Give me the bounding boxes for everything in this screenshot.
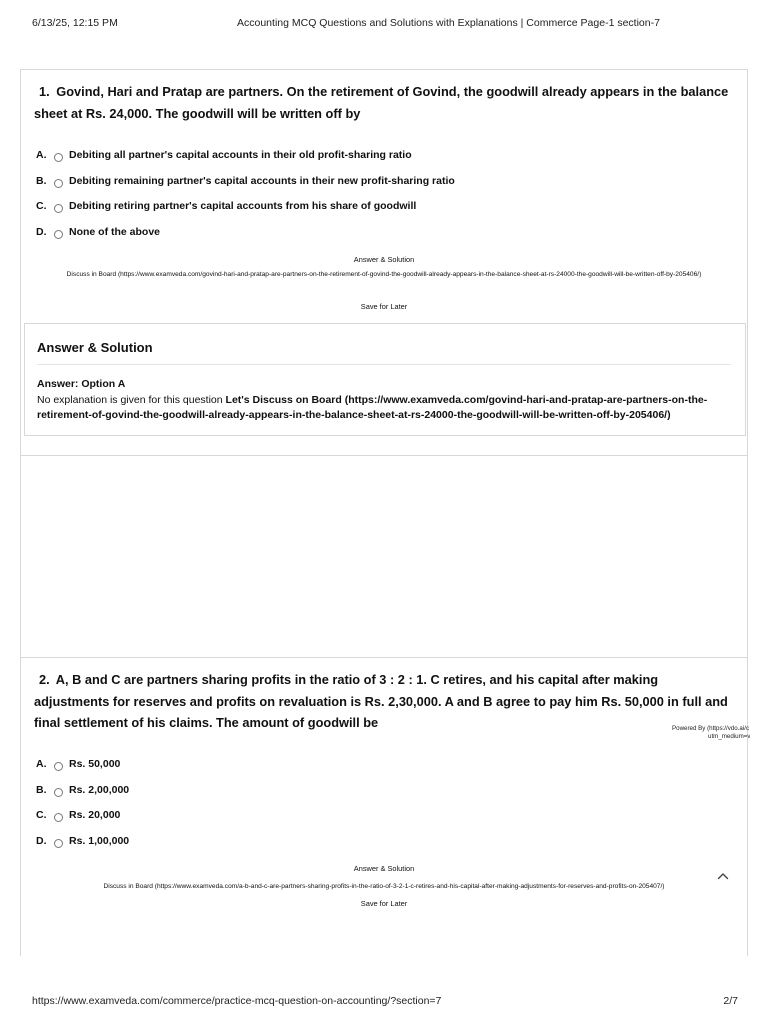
section-divider: [20, 455, 748, 456]
radio-button[interactable]: [54, 204, 63, 213]
radio-button[interactable]: [54, 839, 63, 848]
option-c[interactable]: [36, 200, 716, 226]
option-letter: C.: [36, 200, 47, 213]
question-1-text: [34, 81, 734, 124]
option-b[interactable]: [36, 175, 716, 201]
option-letter: A.: [36, 758, 47, 770]
print-footer: [32, 995, 738, 1009]
option-a[interactable]: [36, 149, 716, 175]
radio-button[interactable]: [54, 788, 63, 797]
radio-button[interactable]: [54, 153, 63, 162]
powered-by-ad-link[interactable]: [672, 725, 750, 741]
option-letter: A.: [36, 149, 47, 161]
radio-button[interactable]: [54, 230, 63, 239]
option-text: None of the above: [69, 226, 161, 239]
radio-button[interactable]: [54, 762, 63, 771]
explanation-text: [37, 393, 737, 423]
option-a[interactable]: [36, 758, 716, 784]
radio-button[interactable]: [54, 179, 63, 188]
answer-solution-heading: Answer & Solution: [37, 340, 153, 355]
option-letter: C.: [36, 809, 47, 822]
print-header: [32, 17, 736, 31]
option-text: Debiting retiring partner's capital accounts from his share of goodwill: [69, 200, 417, 213]
option-d[interactable]: [36, 226, 716, 252]
save-for-later-link[interactable]: Save for Later: [360, 899, 408, 908]
question-number: 1.: [39, 84, 50, 99]
question-body: A, B and C are partners sharing profits in the ratio of 3 : 2 : 1. C retires, and his capital after making adjustments for reserves and profits on revaluation is Rs. 2,30,000. A and B agree to pay him Rs. 50,000 in full and final settlement of his claims. The amount of goodwill be: [34, 672, 728, 730]
explanation-note: No explanation is given for this question: [37, 394, 226, 406]
answer-option: Answer: Option A: [37, 378, 126, 390]
option-letter: D.: [36, 835, 47, 848]
answer-solution-link[interactable]: Answer & Solution: [353, 864, 415, 873]
option-text: Rs. 1,00,000: [69, 835, 130, 848]
print-url: https://www.examveda.com/commerce/practice-mcq-question-on-accounting/?section=7: [32, 995, 442, 1007]
page-number: 2/7: [723, 995, 738, 1007]
option-text: Debiting remaining partner's capital accounts in their new profit-sharing ratio: [69, 174, 455, 187]
question-2-text: [34, 669, 734, 734]
question-1-options: [36, 149, 716, 252]
option-letter: B.: [36, 174, 47, 187]
option-letter: D.: [36, 226, 47, 239]
option-text: Debiting all partner's capital accounts in their old profit-sharing ratio: [69, 149, 412, 161]
option-d[interactable]: [36, 835, 716, 861]
radio-button[interactable]: [54, 813, 63, 822]
option-text: Rs. 50,000: [69, 758, 121, 770]
discuss-in-board-link[interactable]: Discuss in Board (https://www.examveda.com/govind-hari-and-pratap-are-partners-on-the-retirement-of-govind-the-goodwill-already-appears-in-the-balance-sheet-at-rs-24000-the-goodwill-will-be-written-off-by-205406/): [66, 271, 702, 278]
answer-solution-panel: [24, 323, 746, 436]
question-number: 2.: [39, 672, 50, 687]
question-2-options: [36, 758, 716, 861]
save-for-later-link[interactable]: Save for Later: [360, 302, 408, 311]
chevron-up-icon[interactable]: [716, 869, 730, 883]
question-body: Govind, Hari and Pratap are partners. On the retirement of Govind, the goodwill already appears in the balance sheet at Rs. 24,000. The goodwill will be written off by: [34, 84, 729, 121]
option-letter: B.: [36, 783, 47, 796]
option-text: Rs. 20,000: [69, 809, 121, 822]
discuss-in-board-link[interactable]: Discuss in Board (https://www.examveda.com/a-b-and-c-are-partners-sharing-profits-in-the-ratio-of-3-2-1-c-retires-and-his-capital-after-making-adjustments-for-reserves-and-profits-on-205407/): [103, 883, 665, 890]
option-c[interactable]: [36, 809, 716, 835]
powered-by-text: Powered By (https://vdo.ai/c: [672, 725, 750, 732]
print-page-title: Accounting MCQ Questions and Solutions with Explanations | Commerce Page-1 section-7: [237, 17, 660, 29]
option-b[interactable]: [36, 784, 716, 810]
print-date: 6/13/25, 12:15 PM: [32, 17, 118, 29]
discuss-on-board-link[interactable]: Let's Discuss on Board (https://www.examveda.com/govind-hari-and-pratap-are-partners-on-the-retirement-of-govind-the-goodwill-already-appears-in-the-balance-sheet-at-rs-24000-the-goodwill-will-be-written-off-by-205406/): [37, 394, 708, 421]
section-divider: [20, 657, 748, 658]
powered-by-text-2: utm_medium=v: [708, 733, 750, 740]
panel-divider: [37, 364, 731, 365]
option-text: Rs. 2,00,000: [69, 783, 130, 796]
answer-solution-link[interactable]: Answer & Solution: [353, 255, 415, 264]
